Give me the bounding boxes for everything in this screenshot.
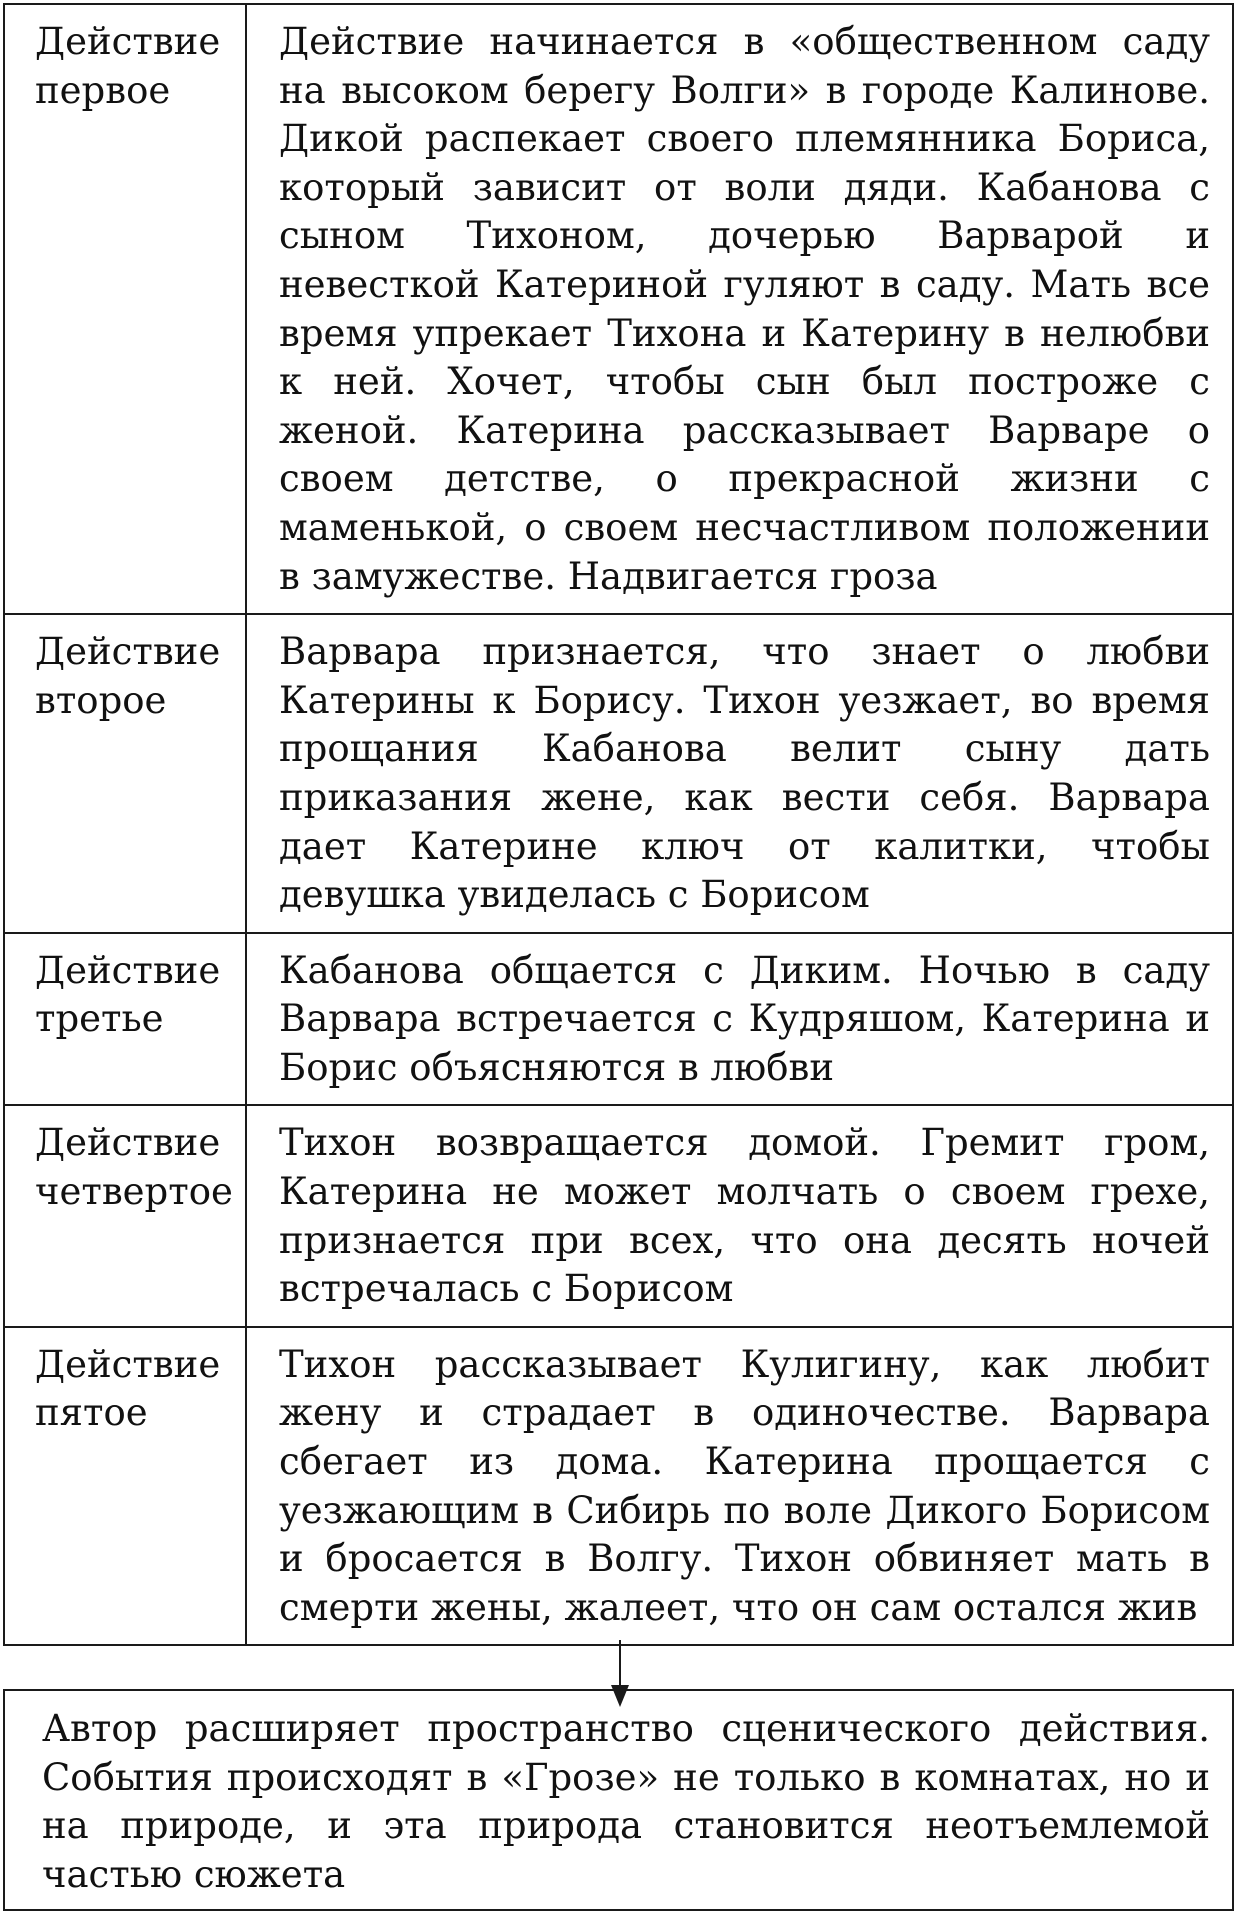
- act-summary: Кабанова общается с Диким. Ночью в саду Варвара встречается с Кудряшом, Катерина и Борис объясняются в любви: [246, 933, 1233, 1106]
- act-name: Действие первое: [4, 4, 246, 614]
- act-name: Действие второе: [4, 614, 246, 933]
- act-summary: Тихон возвращается домой. Гремит гром, Катерина не может молчать о своем грехе, признается при всех, что она десять ночей встречалась с Борисом: [246, 1105, 1233, 1326]
- act-summary: Действие начинается в «общественном саду на высоком берегу Волги» в городе Калинове. Дикой распекает своего племянника Бориса, который зависит от воли дяди. Кабанова с сыном Тихоном, дочерью Варварой и невесткой Катериной гуляют в саду. Мать все время упрекает Тихона и Катерину в нелюбви к ней. Хочет, чтобы сын был построже с женой. Катерина рассказывает Варваре о своем детстве, о прекрасной жизни с маменькой, о своем несчастливом положении в замужестве. Надвигается гроза: [246, 4, 1233, 614]
- act-name: Действие четвертое: [4, 1105, 246, 1326]
- act-summary: Варвара признается, что знает о любви Катерины к Борису. Тихон уезжает, во время прощания Кабанова велит сыну дать приказания жене, как вести себя. Варвара дает Катерине ключ от калитки, чтобы девушка увиделась с Борисом: [246, 614, 1233, 933]
- table-row: [4, 933, 1233, 1106]
- conclusion-text: Автор расширяет пространство сценического действия. События происходят в «Грозе» не только в комнатах, но и на природе, и эта природа становится неотъемлемой частью сюжета: [42, 1707, 1210, 1896]
- act-name: Действие пятое: [4, 1327, 246, 1646]
- act-name: Действие третье: [4, 933, 246, 1106]
- conclusion-box: [3, 1689, 1234, 1911]
- acts-table: [3, 3, 1234, 1646]
- act-summary: Тихон рассказывает Кулигину, как любит жену и страдает в одиночестве. Варвара сбегает из дома. Катерина прощается с уезжающим в Сибирь по воле Дикого Борисом и бросается в Волгу. Тихон обвиняет мать в смерти жены, жалеет, что он сам остался жив: [246, 1327, 1233, 1646]
- table-row: [4, 4, 1233, 614]
- table-row: [4, 614, 1233, 933]
- arrow-line: [619, 1640, 621, 1690]
- table-row: [4, 1327, 1233, 1646]
- table-row: [4, 1105, 1233, 1326]
